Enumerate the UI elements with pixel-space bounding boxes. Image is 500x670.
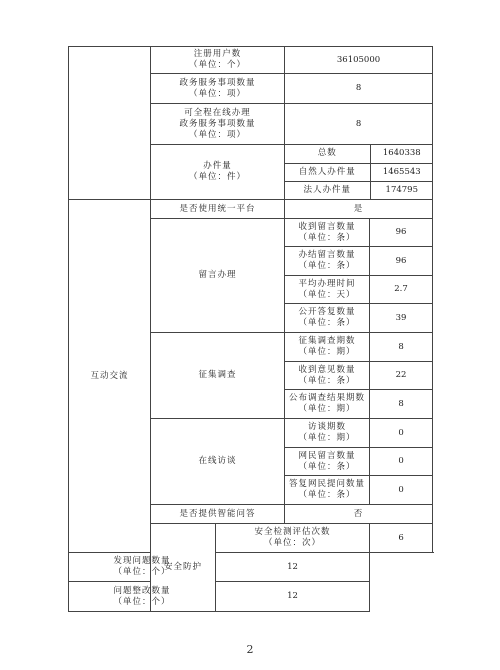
cases-total-label: 总数 [285,145,370,163]
row-value: 96 [370,219,433,247]
row-value: 96 [370,247,433,276]
row-label: 问题整改数量 （单位：个） [69,582,216,612]
row-value: 2.7 [370,276,433,304]
row-value: 12 [216,553,370,582]
row-label: 网民留言数量 （单位：条） [285,448,370,476]
empty-section-cell [69,47,151,200]
row-label: 答复网民提问数量 （单位：条） [285,476,370,505]
row-label: 办结留言数量 （单位：条） [285,247,370,276]
row-label: 是否使用统一平台 [151,200,285,219]
row-label: 发现问题数量 （单位：个） [69,553,216,582]
messages-group-title: 留言办理 [151,219,285,333]
row-label: 平均办理时间 （单位：天） [285,276,370,304]
row-value: 12 [216,582,370,612]
row-label: 安全检测评估次数 （单位：次） [216,524,370,553]
cases-legal-value: 174795 [385,184,418,195]
row-label: 注册用户数 （单位：个） [151,47,285,74]
row-value: 36105000 [285,47,433,74]
row-value: 22 [370,362,433,390]
cases-legal-label: 法人办件量 [285,181,370,199]
row-value: 8 [285,104,433,145]
page-number: 2 [246,643,254,656]
row-value: 6 [370,524,433,553]
cases-natural-value: 1465543 [370,163,433,181]
row-value: 8 [285,74,433,104]
interview-group-title: 在线访谈 [151,419,285,505]
row-value: 0 [370,448,433,476]
interaction-section-title: 互动交流 [69,200,151,553]
row-label: 公布调查结果期数 （单位：期） [285,390,370,419]
row-label: 是否提供智能问答 [151,505,285,524]
statistics-table [68,46,433,612]
row-label: 征集调查期数 （单位：期） [285,333,370,362]
row-value: 否 [285,505,433,524]
row-value: 8 [370,333,433,362]
row-value: 0 [370,476,433,505]
row-label: 收到留言数量 （单位：条） [285,219,370,247]
security-section-title: 安全防护 [151,524,216,612]
table-row [69,200,433,219]
row-value: 0 [370,419,433,448]
row-label: 收到意见数量 （单位：条） [285,362,370,390]
cases-natural-label: 自然人办件量 [285,163,370,181]
survey-group-title: 征集调查 [151,333,285,419]
row-label: 可全程在线办理 政务服务事项数量 （单位：项） [151,104,285,145]
table-row [69,553,433,582]
row-label: 政务服务事项数量 （单位：项） [151,74,285,104]
table-row [69,47,433,74]
row-label: 办件量 （单位：件） [151,145,285,200]
row-value: 8 [370,390,433,419]
row-label: 公开答复数量 （单位：条） [285,304,370,333]
table-row [69,582,433,612]
cases-total-value: 1640338 [370,145,433,163]
row-label: 访谈期数 （单位：期） [285,419,370,448]
row-value: 39 [370,304,433,333]
cases-breakdown [285,145,433,200]
row-value: 是 [285,200,433,219]
